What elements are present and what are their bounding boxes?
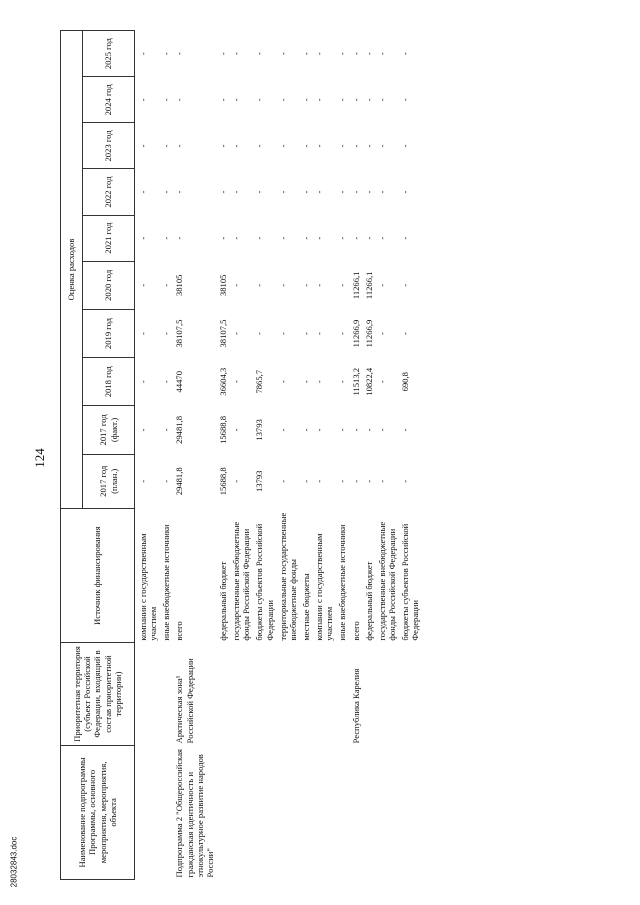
row-value: - bbox=[138, 98, 148, 102]
row-value: - bbox=[350, 190, 361, 194]
row-source: государственные внебюджетные фонды Российской Федерации bbox=[376, 521, 397, 641]
row-value: - bbox=[254, 52, 265, 56]
row-value: - bbox=[217, 190, 228, 194]
row-value: - bbox=[337, 98, 348, 102]
page-number: 124 bbox=[32, 448, 47, 468]
row-value: - bbox=[161, 428, 172, 432]
row-value: - bbox=[231, 190, 242, 194]
row-value: - bbox=[277, 283, 288, 287]
row-value: - bbox=[400, 332, 411, 335]
row-source: местные бюджеты bbox=[300, 573, 311, 641]
row-source: иные внебюджетные источники bbox=[337, 524, 348, 641]
row-value: - bbox=[231, 332, 242, 335]
row-value: - bbox=[376, 332, 387, 335]
row-name bbox=[374, 745, 397, 879]
header-year: 2017 год (факт.) bbox=[83, 406, 135, 454]
row-source: компании с государственным участием bbox=[314, 533, 335, 641]
row-value: - bbox=[174, 144, 185, 148]
row-value: - bbox=[161, 332, 172, 335]
row-value: - bbox=[174, 236, 185, 240]
row-value: 690,8 bbox=[400, 372, 411, 392]
header-year: 2020 год bbox=[83, 261, 135, 309]
row-value: - bbox=[138, 428, 148, 432]
row-value: - bbox=[161, 52, 172, 56]
row-value: - bbox=[337, 332, 348, 335]
row-source: бюджеты субъектов Российской Федерации bbox=[400, 523, 421, 641]
row-value: - bbox=[337, 380, 348, 384]
header-year: 2017 год (план.) bbox=[83, 454, 135, 508]
row-value: - bbox=[314, 144, 325, 148]
row-name bbox=[228, 745, 251, 879]
row-name bbox=[361, 745, 374, 879]
row-value: - bbox=[254, 144, 265, 148]
header-group: Оценка расходов bbox=[61, 31, 83, 509]
row-value: - bbox=[400, 428, 411, 432]
row-value: - bbox=[217, 98, 228, 102]
row-value: - bbox=[231, 428, 242, 432]
row-value: - bbox=[254, 236, 265, 240]
row-value: - bbox=[363, 236, 374, 240]
row-source: федеральный бюджет bbox=[363, 561, 374, 641]
row-value: - bbox=[231, 283, 242, 287]
row-value: - bbox=[337, 190, 348, 194]
row-name bbox=[135, 745, 159, 879]
table-row bbox=[215, 31, 228, 880]
row-value: - bbox=[254, 98, 265, 102]
row-value: - bbox=[300, 190, 311, 194]
row-source: федеральный бюджет bbox=[217, 561, 228, 641]
row-value: - bbox=[161, 283, 172, 287]
table-row bbox=[298, 31, 311, 880]
header-year: 2022 год bbox=[83, 169, 135, 215]
table-row bbox=[361, 31, 374, 880]
row-value: - bbox=[337, 144, 348, 148]
row-source: всего bbox=[350, 621, 361, 641]
row-territory bbox=[215, 643, 228, 746]
header-year: 2025 год bbox=[83, 31, 135, 77]
row-value: - bbox=[400, 283, 411, 287]
row-value: 29481,8 bbox=[174, 415, 185, 444]
row-value: - bbox=[277, 144, 288, 148]
row-territory bbox=[135, 643, 159, 746]
row-value: - bbox=[138, 236, 148, 240]
row-name bbox=[158, 745, 171, 879]
row-value: 11513,2 bbox=[350, 367, 361, 396]
row-value: - bbox=[363, 428, 374, 432]
row-value: - bbox=[138, 144, 148, 148]
row-value: 13793 bbox=[254, 470, 265, 493]
row-value: - bbox=[138, 190, 148, 194]
row-value: - bbox=[138, 52, 148, 56]
row-value: - bbox=[376, 98, 387, 102]
row-value: - bbox=[350, 52, 361, 56]
row-name bbox=[215, 745, 228, 879]
row-value: - bbox=[254, 190, 265, 194]
row-value: - bbox=[161, 479, 172, 483]
row-value: 38105 bbox=[217, 274, 228, 297]
row-value: - bbox=[314, 428, 325, 432]
row-source: компании с государственным участием bbox=[138, 533, 159, 641]
row-value: - bbox=[217, 236, 228, 240]
row-value: - bbox=[161, 190, 172, 194]
row-territory bbox=[228, 643, 251, 746]
header-year: 2018 год bbox=[83, 358, 135, 406]
row-value: - bbox=[376, 236, 387, 240]
row-value: 36604,3 bbox=[217, 367, 228, 396]
table-row bbox=[311, 31, 334, 880]
header-year: 2024 год bbox=[83, 77, 135, 123]
row-value: - bbox=[277, 236, 288, 240]
row-name bbox=[348, 745, 361, 879]
header-year: 2021 год bbox=[83, 215, 135, 261]
row-value: 15688,8 bbox=[217, 467, 228, 496]
row-value: - bbox=[350, 144, 361, 148]
row-value: - bbox=[314, 98, 325, 102]
row-source: иные внебюджетные источники bbox=[161, 524, 172, 641]
row-value: - bbox=[337, 236, 348, 240]
row-value: - bbox=[231, 144, 242, 148]
row-territory: Арктическая зона¹ Российской Федерации bbox=[174, 658, 195, 744]
row-value: - bbox=[138, 479, 148, 483]
row-value: - bbox=[300, 380, 311, 384]
row-value: - bbox=[363, 190, 374, 194]
row-value: - bbox=[376, 52, 387, 56]
row-value: - bbox=[231, 52, 242, 56]
header-source: Источник финансирования bbox=[61, 509, 135, 643]
row-value: - bbox=[314, 283, 325, 287]
table-row bbox=[251, 31, 274, 880]
row-value: - bbox=[337, 283, 348, 287]
row-value: - bbox=[277, 479, 288, 483]
row-value: 38105 bbox=[174, 274, 185, 297]
row-value: - bbox=[300, 52, 311, 56]
row-value: 38107,5 bbox=[217, 319, 228, 348]
row-value: - bbox=[376, 144, 387, 148]
row-value: - bbox=[337, 52, 348, 56]
table-row bbox=[397, 31, 420, 880]
row-value: - bbox=[138, 283, 148, 287]
expenditure-table bbox=[60, 30, 420, 880]
row-value: - bbox=[376, 283, 387, 287]
row-value: - bbox=[300, 144, 311, 148]
row-value: - bbox=[376, 380, 387, 384]
row-value: - bbox=[174, 52, 185, 56]
row-value: - bbox=[314, 190, 325, 194]
row-territory bbox=[334, 643, 347, 746]
row-value: - bbox=[400, 98, 411, 102]
row-value: - bbox=[174, 190, 185, 194]
table-row bbox=[171, 31, 215, 880]
row-value: - bbox=[174, 98, 185, 102]
row-value: - bbox=[400, 144, 411, 148]
row-value: - bbox=[350, 98, 361, 102]
row-value: - bbox=[277, 428, 288, 432]
row-name bbox=[311, 745, 334, 879]
row-name: Подпрограмма 2 "Общероссийская гражданская идентичность и этнокультурное развитие народов России" bbox=[174, 749, 215, 878]
table-row bbox=[135, 31, 159, 880]
row-territory bbox=[158, 643, 171, 746]
row-value: - bbox=[217, 52, 228, 56]
row-value: 13793 bbox=[254, 419, 265, 441]
row-value: - bbox=[400, 236, 411, 240]
row-value: - bbox=[231, 98, 242, 102]
row-name bbox=[275, 745, 298, 879]
row-value: - bbox=[300, 98, 311, 102]
row-value: - bbox=[277, 52, 288, 56]
row-value: - bbox=[314, 52, 325, 56]
row-value: 11266,9 bbox=[350, 319, 361, 348]
row-value: - bbox=[277, 98, 288, 102]
row-source: территориальные государственные внебюджетные фонды bbox=[277, 512, 298, 641]
row-value: 15688,8 bbox=[217, 415, 228, 444]
table-row bbox=[275, 31, 298, 880]
row-value: 38107,5 bbox=[174, 319, 185, 348]
row-value: - bbox=[363, 479, 374, 483]
row-territory bbox=[275, 643, 298, 746]
row-value: - bbox=[300, 479, 311, 483]
header-year: 2023 год bbox=[83, 123, 135, 169]
row-value: - bbox=[400, 52, 411, 56]
row-value: - bbox=[138, 332, 148, 335]
row-territory bbox=[361, 643, 374, 746]
row-value: - bbox=[337, 479, 348, 483]
row-value: - bbox=[300, 283, 311, 287]
row-value: - bbox=[400, 190, 411, 194]
row-value: - bbox=[161, 236, 172, 240]
row-territory bbox=[374, 643, 397, 746]
row-value: 11266,1 bbox=[350, 271, 361, 300]
row-value: - bbox=[254, 283, 265, 287]
table-row bbox=[228, 31, 251, 880]
row-value: - bbox=[231, 479, 242, 483]
table-row bbox=[334, 31, 347, 880]
document-filename: 28032843.doc bbox=[9, 836, 19, 888]
row-value: - bbox=[231, 236, 242, 240]
row-value: - bbox=[300, 236, 311, 240]
row-name bbox=[251, 745, 274, 879]
row-value: - bbox=[376, 428, 387, 432]
row-territory bbox=[311, 643, 334, 746]
row-value: - bbox=[350, 428, 361, 432]
row-value: - bbox=[400, 479, 411, 483]
row-value: - bbox=[277, 332, 288, 335]
row-value: - bbox=[314, 479, 325, 483]
row-name bbox=[397, 745, 420, 879]
row-value: 44470 bbox=[174, 370, 185, 393]
row-value: - bbox=[363, 144, 374, 148]
row-value: - bbox=[337, 428, 348, 432]
row-value: - bbox=[300, 332, 311, 335]
row-value: - bbox=[314, 332, 325, 335]
row-value: - bbox=[217, 144, 228, 148]
row-value: - bbox=[300, 428, 311, 432]
row-value: - bbox=[314, 236, 325, 240]
row-value: - bbox=[314, 380, 325, 384]
row-value: 29481,8 bbox=[174, 467, 185, 496]
row-value: - bbox=[161, 380, 172, 384]
row-source: бюджеты субъектов Российской Федерации bbox=[254, 523, 275, 641]
row-territory bbox=[251, 643, 274, 746]
row-value: - bbox=[138, 380, 148, 384]
row-value: - bbox=[363, 98, 374, 102]
header-name: Наименование подпрограммы Программы, основного мероприятия, мероприятия, объекта bbox=[61, 745, 135, 879]
row-value: - bbox=[277, 380, 288, 384]
row-value: - bbox=[161, 144, 172, 148]
row-value: - bbox=[350, 479, 361, 483]
row-value: 11266,9 bbox=[363, 319, 374, 348]
table-row bbox=[158, 31, 171, 880]
row-source: всего bbox=[174, 621, 185, 641]
row-value: - bbox=[350, 236, 361, 240]
row-value: 7865,7 bbox=[254, 369, 265, 394]
table-row bbox=[374, 31, 397, 880]
row-value: - bbox=[376, 479, 387, 483]
row-territory bbox=[397, 643, 420, 746]
row-value: - bbox=[231, 380, 242, 384]
row-name bbox=[334, 745, 347, 879]
row-source: государственные внебюджетные фонды Российской Федерации bbox=[231, 521, 252, 641]
row-territory bbox=[298, 643, 311, 746]
row-value: 11266,1 bbox=[363, 271, 374, 300]
header-year: 2019 год bbox=[83, 309, 135, 357]
table-row bbox=[348, 31, 361, 880]
header-territory: Приоритетная территория (субъект Российской Федерации, входящий в состав приоритетной территории) bbox=[61, 643, 135, 746]
row-value: - bbox=[254, 332, 265, 335]
rotated-table-sheet bbox=[60, 30, 565, 880]
row-value: 10822,4 bbox=[363, 367, 374, 396]
row-value: - bbox=[277, 190, 288, 194]
row-value: - bbox=[161, 98, 172, 102]
row-territory: Республика Карелия bbox=[350, 668, 361, 744]
row-value: - bbox=[363, 52, 374, 56]
row-name bbox=[298, 745, 311, 879]
row-value: - bbox=[376, 190, 387, 194]
